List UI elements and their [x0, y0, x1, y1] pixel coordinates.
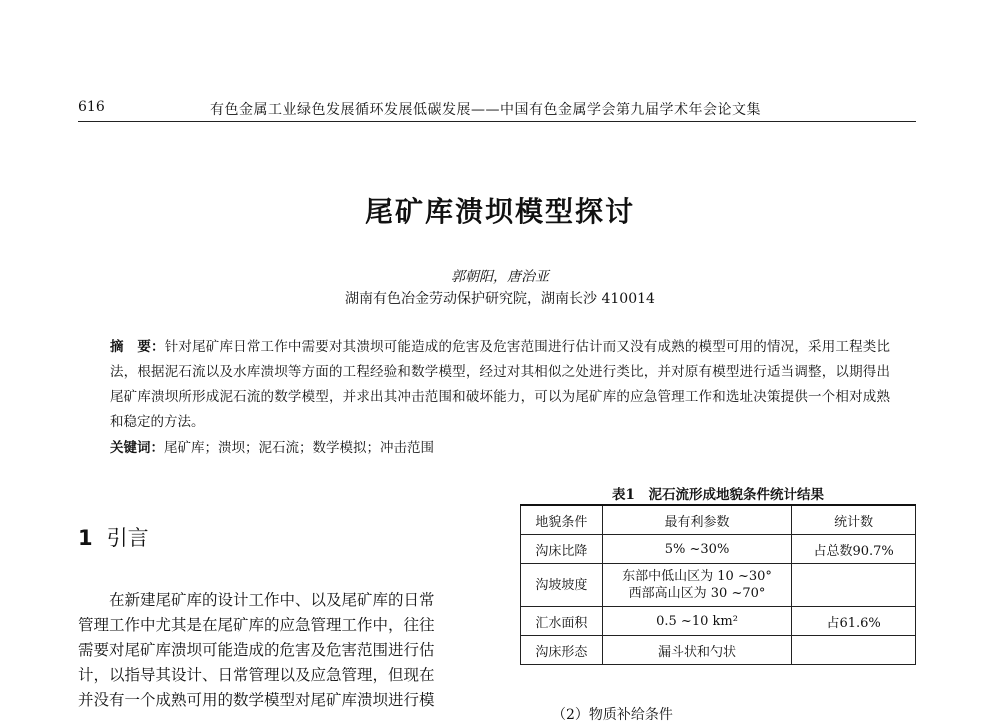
- table-cell: [602, 564, 791, 607]
- abstract-text: 针对尾矿库日常工作中需要对其溃坝可能造成的危害及危害范围进行估计而又没有成熟的模型可用的情况，采用工程类比法，根据泥石流以及水库溃坝等方面的工程经验和数学模型，经过对其相似之处进行类比，并对原有模型进行适当调整，以期得出尾矿库溃坝所形成泥石流的数学模型，并求出其冲击范围和破坏能力，可以为尾矿库的应急管理工作和选址决策提供一个相对成熟和稳定的方法。: [110, 339, 890, 430]
- table-cell: 5% ~30%: [602, 535, 791, 564]
- keywords-label: 关键词：: [110, 440, 164, 456]
- section-heading: [78, 522, 149, 552]
- table-cell: [792, 564, 916, 607]
- table-cell: 沟坡坡度: [521, 564, 603, 607]
- abstract-label: 摘 要：: [110, 339, 165, 355]
- paper-title: 尾矿库溃坝模型探讨: [364, 195, 635, 228]
- running-header: 有色金属工业绿色发展循环发展低碳发展——中国有色金属学会第九届学术年会论文集: [210, 102, 761, 118]
- page-number: 616: [78, 99, 105, 115]
- table-cell: 沟床形态: [521, 636, 603, 665]
- section-title: 引言: [106, 526, 149, 550]
- body-line: 计，以指导其设计、日常管理以及应急管理，但现在: [78, 666, 435, 684]
- table-caption: 表1 泥石流形成地貌条件统计结果: [612, 487, 824, 503]
- table-cell: 占61.6%: [792, 607, 916, 636]
- data-table: [520, 504, 916, 665]
- table-header-cell: 统计数: [792, 505, 916, 535]
- authors: 郭朝阳，唐治亚: [451, 269, 549, 285]
- table-row: [521, 535, 916, 564]
- section-number: 1: [78, 526, 93, 550]
- keywords-text: 尾矿库；溃坝；泥石流；数学模拟；冲击范围: [164, 440, 434, 456]
- table-cell: 沟床比降: [521, 535, 603, 564]
- table-cell: 0.5 ~10 km²: [602, 607, 791, 636]
- body-line: 并没有一个成熟可用的数学模型对尾矿库溃坝进行模: [78, 691, 435, 709]
- table-cell: 漏斗状和勺状: [602, 636, 791, 665]
- abstract: [110, 335, 890, 435]
- body-line: 需要对尾矿库溃坝可能造成的危害及危害范围进行估: [78, 641, 435, 659]
- table-cell: 汇水面积: [521, 607, 603, 636]
- subsection-heading: （2）物质补给条件: [552, 707, 673, 723]
- table-cell: [792, 636, 916, 665]
- table-cell-line: 东部中低山区为 10 ~30°: [622, 569, 772, 584]
- section-body: [78, 588, 478, 713]
- header-rule: [78, 121, 916, 122]
- table-header-cell: 最有利参数: [602, 505, 791, 535]
- body-line: 在新建尾矿库的设计工作中、以及尾矿库的日常: [109, 591, 435, 609]
- affiliation: 湖南有色冶金劳动保护研究院，湖南长沙 410014: [345, 291, 655, 307]
- table-header-row: [521, 505, 916, 535]
- table-row: [521, 636, 916, 665]
- table-cell-line: 西部高山区为 30 ~70°: [628, 586, 766, 601]
- table-header-cell: 地貌条件: [521, 505, 603, 535]
- table-cell: 占总数90.7%: [792, 535, 916, 564]
- table-row: [521, 607, 916, 636]
- keywords: [110, 436, 890, 456]
- body-line: 管理工作中尤其是在尾矿库的应急管理工作中，往往: [78, 616, 435, 634]
- table-row: [521, 564, 916, 607]
